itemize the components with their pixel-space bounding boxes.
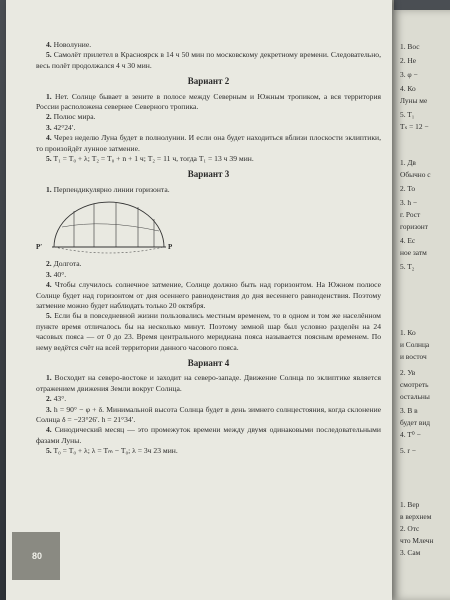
right-page [392,10,450,600]
right-fragment: 1. Ко [400,328,416,337]
answer-item: 4. Через неделю Луна будет в полнолунии. И если она будет находиться вблизи плоскости эклиптики, то произойдёт лунное затмение. [36,133,382,153]
right-fragment: и восточ [400,352,427,361]
answer-item: 5. T₁ = T₀ + λ; T₂ = T₀ + n + 1 ч; T₂ = 11 ч, тогда T₁ = 13 ч 39 мин. [46,154,254,164]
answer-item: 5. Если бы в повседневной жизни пользовались местным временем, то в одном и том же населённом пункте время отличалось бы на несколько минут. Поэтому земной шар был условно разделён на 24 часовых пояса — от 0 до 23. Время центрального меридиана пояса называется поясным временем. По нему ведётся счёт на всей территории данного часового пояса. [36,311,381,352]
right-fragment: 3. В в [400,406,418,415]
right-fragment: 5. r − [400,446,416,455]
right-fragment: 2. То [400,184,416,193]
right-fragment: 5. T₂ [400,262,415,271]
right-fragment: что Млечн [400,536,434,545]
answer-item: 4. Новолуние. [46,40,92,49]
right-fragment: 3. φ − [400,70,418,79]
answer-item: 1. Перпендикулярно линии горизонта. [46,184,170,194]
diagram-label-p-prime: P′ [36,243,43,252]
right-fragment: 4. T⁰ − [400,430,421,439]
page-content [36,40,381,457]
right-fragment: 3. h − [400,198,418,207]
right-fragment: смотреть [400,380,429,389]
right-fragment: 1. Вер [400,500,420,509]
answer-item: 5. Самолёт прилетел в Красноярск в 14 ч 50 мин по московскому декретному времени. Следовательно, весь полёт продолжался 4 ч 30 мин. [36,50,382,70]
right-fragment: 3. Сам [400,548,421,557]
answer-item: 3. 40°. [46,269,67,279]
right-fragment: 4. Ес [400,236,416,245]
right-fragment: 1. Вос [400,42,420,51]
answer-item: 3. h = 90° − φ + δ. Минимальной высота Солнца будет в день зимнего солнцестояния, когда склонение Солнца δ = −23°26′. h = 21°34′. [36,404,382,424]
right-fragment: Луны ме [400,96,428,105]
answer-item: 4. Синодический месяц — это промежуток времени между двумя одинаковыми последовательными фазами Луны. [36,425,381,445]
right-fragment: г. Рост [400,210,421,219]
right-fragment: и Солнца [400,340,430,349]
right-fragment: остальны [400,392,430,401]
variant-heading: Вариант 4 [187,357,230,368]
right-fragment: горизонт [400,222,428,231]
left-page [6,0,392,600]
answer-item: 1. Восходит на северо-востоке и заходит на северо-западе. Движение Солнца по эклиптике является отражением движения Земли вокруг Солнца. [36,373,381,393]
answer-item: 1. Нет. Солнце бывает в зените в полосе между Северным и Южным тропиком, а вся территория России расположена севернее Северного тропика. [36,91,381,112]
right-fragment: 2. Не [400,56,417,65]
right-fragment: 1. Дв [400,158,416,167]
right-fragment: ное затм [400,248,427,257]
right-fragment: 2. Ув [400,368,416,377]
right-fragment: 5. T₁ [400,110,415,119]
celestial-sphere-figure [44,197,174,257]
horizon-diagram [36,197,174,257]
right-fragment: в верхнем [400,512,432,521]
right-fragment: будет вид [400,418,431,427]
answer-item: 4. Чтобы случилось солнечное затмение, Солнце должно быть над горизонтом. На Южном полюсе Солнце будет над горизонтом от дня осеннего равноденствия до дня весеннего равноденствия. Поэтому затмение можно будет наблюдать только 20 октября. [36,280,381,310]
right-fragment: 2. Отс [400,524,420,533]
right-fragment: Tₛ = 12 − [400,122,429,131]
answer-item: 2. Долгота. [46,259,82,269]
answer-item: 3. 42°24′. [46,122,76,132]
variant-heading: Вариант 3 [187,169,230,180]
right-fragment: Обычно с [400,170,431,179]
diagram-label-p: P [168,243,173,252]
answer-item: 2. Полюс мира. [46,112,96,122]
answer-item: 5. T₀ = T₀ + λ; λ = Tₘ − T₀; λ = 3ч 23 мин. [46,446,178,456]
right-fragment: 4. Ко [400,84,416,93]
page-number: 80 [12,532,60,580]
answer-item: 2. 43°. [46,394,67,404]
variant-heading: Вариант 2 [187,76,230,87]
